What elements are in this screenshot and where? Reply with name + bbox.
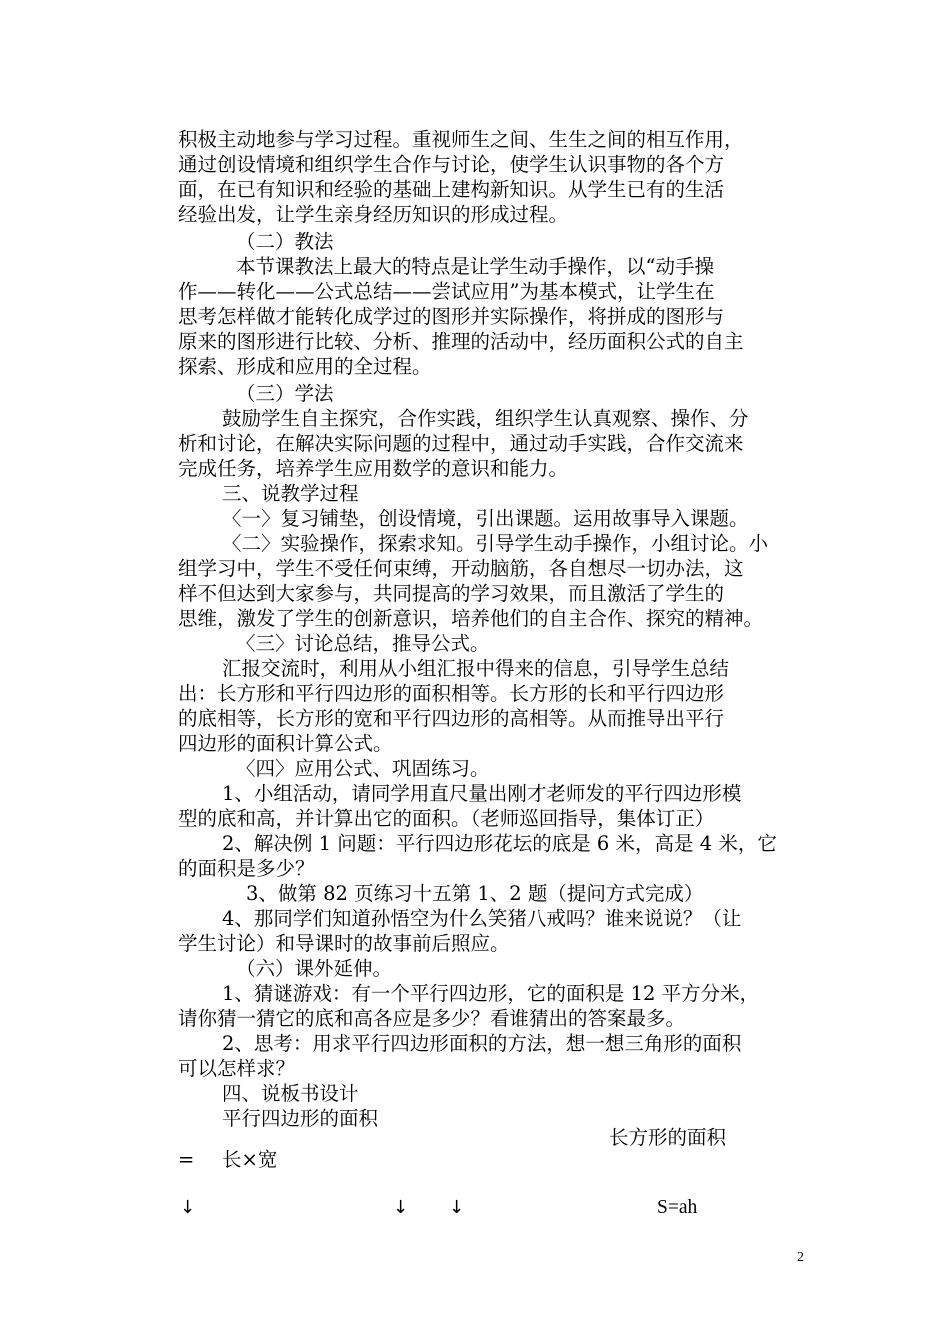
text-line: 〈三〉讨论总结，推导公式。 [236,632,490,655]
text-line: （二）教法 [236,230,334,253]
text-line: 积极主动地参与学习过程。重视师生之间、生生之间的相互作用， [178,128,744,151]
board-formula: S=ah [657,1197,698,1218]
text-line: 的底相等，长方形的宽和平行四边形的高相等。从而推导出平行 [178,707,725,730]
text-line: 可以怎样求？ [178,1057,296,1080]
text-line: 3、做第 82 页练习十五第 1、2 题（提问方式完成） [246,882,704,905]
text-line: 完成任务，培养学生应用数学的意识和能力。 [178,457,569,480]
text-line: 面，在已有知识和经验的基础上建构新知识。从学生已有的生活 [178,178,725,201]
text-line: 〈四〉应用公式、巩固练习。 [236,757,490,780]
text-line: 思维，激发了学生的创新意识，培养他们的自主合作、探究的精神。 [178,607,764,630]
text-line: 三、说教学过程 [222,482,359,505]
board-equals: = [178,1148,195,1171]
text-line: （六）课外延伸。 [236,957,393,980]
text-line: 的面积是多少？ [178,857,315,880]
text-line: 通过创设情境和组织学生合作与讨论，使学生认识事物的各个方 [178,153,725,176]
text-line: 作——转化——公式总结——尝试应用”为基本模式，让学生在 [178,280,715,303]
text-line: 2、解决例 1 问题：平行四边形花坛的底是 6 米，高是 4 米，它 [222,832,777,855]
text-line: 汇报交流时，利用从小组汇报中得来的信息，引导学生总结 [222,657,730,680]
text-line: 本节课教法上最大的特点是让学生动手操作，以“动手操 [236,255,714,278]
page-number: 2 [797,1250,804,1265]
board-arrow-2: ↓ [393,1197,409,1218]
text-line: 平行四边形的面积 [222,1107,379,1130]
text-line: 四边形的面积计算公式。 [178,732,393,755]
text-line: 经验出发，让学生亲身经历知识的形成过程。 [178,203,569,226]
text-line: 学生讨论）和导课时的故事前后照应。 [178,932,510,955]
board-arrow-3: ↓ [449,1197,465,1218]
text-line: 2、思考：用求平行四边形面积的方法，想一想三角形的面积 [222,1032,742,1055]
text-line: 〈二〉实验操作，探索求知。引导学生动手操作，小组讨论。小 [222,532,769,555]
text-line: 鼓励学生自主探究，合作实践，组织学生认真观察、操作、分 [222,407,749,430]
text-line: 析和讨论，在解决实际问题的过程中，通过动手实践，合作交流来 [178,432,744,455]
text-line: 〈一〉复习铺垫，创设情境，引出课题。运用故事导入课题。 [222,507,749,530]
text-line: 出：长方形和平行四边形的面积相等。长方形的长和平行四边形 [178,682,725,705]
text-line: 4、那同学们知道孙悟空为什么笑猪八戒吗？谁来说说？（让 [222,907,742,930]
text-line: 原来的图形进行比较、分析、推理的活动中，经历面积公式的自主 [178,330,744,353]
text-line: 四、说板书设计 [222,1082,359,1105]
board-rect-area: 长方形的面积 [609,1126,727,1149]
text-line: 1、小组活动，请同学用直尺量出刚才老师发的平行四边形模 [222,782,742,805]
text-line: （三）学法 [236,382,334,405]
text-line: 思考怎样做才能转化成学过的图形并实际操作，将拼成的图形与 [178,305,725,328]
text-line: 请你猜一猜它的底和高各应是多少？看谁猜出的答案最多。 [178,1007,686,1030]
board-length-width: 长×宽 [222,1148,278,1171]
text-line: 探索、形成和应用的全过程。 [178,355,432,378]
text-line: 1、猜谜游戏：有一个平行四边形，它的面积是 12 平方分米， [222,982,760,1005]
text-line: 样不但达到大家参与，共同提高的学习效果，而且激活了学生的 [178,582,725,605]
board-arrow-1: ↓ [180,1197,196,1218]
text-line: 型的底和高，并计算出它的面积。（老师巡回指导，集体订正） [178,807,715,830]
text-line: 组学习中，学生不受任何束缚，开动脑筋，各自想尽一切办法，这 [178,557,744,580]
